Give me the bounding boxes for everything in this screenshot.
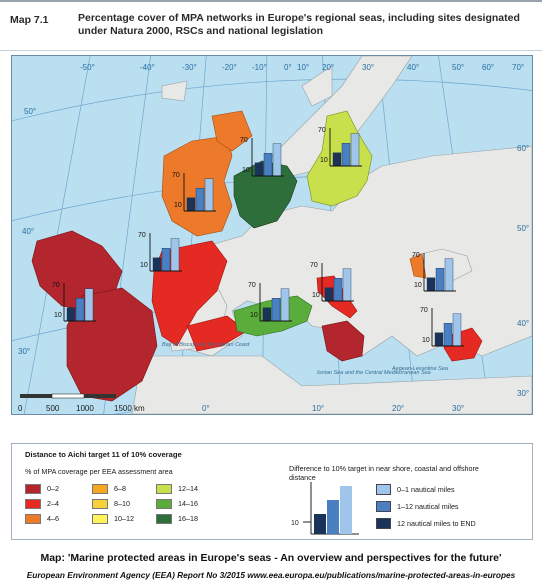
inset-axis-label: 70 bbox=[138, 232, 146, 239]
inset-bar bbox=[342, 143, 350, 166]
lat-label: 30° bbox=[517, 389, 530, 398]
inset-axis-label: 70 bbox=[248, 282, 256, 289]
inset-bar bbox=[427, 278, 435, 291]
inset-axis-label: 10 bbox=[174, 202, 182, 209]
legend-label: 12–14 bbox=[178, 484, 198, 493]
lon-label: -50° bbox=[80, 63, 95, 72]
bottom-lon-label: 30° bbox=[452, 404, 465, 413]
bottom-lon-label: 0° bbox=[202, 404, 210, 413]
caption-main: Map: 'Marine protected areas in Europe's seas - An overview and perspectives for the future' bbox=[40, 552, 502, 564]
inset-axis-label: 70 bbox=[318, 127, 326, 134]
inset-bar bbox=[351, 134, 359, 166]
lon-label: -40° bbox=[140, 63, 155, 72]
inset-bar bbox=[444, 323, 452, 346]
legend-label: 2–4 bbox=[47, 499, 59, 508]
inset-axis-label: 70 bbox=[412, 252, 420, 259]
inset-biscay-iberia bbox=[138, 232, 182, 271]
lon-label: -10° bbox=[252, 63, 267, 72]
inset-axis-label: 10 bbox=[54, 312, 62, 319]
lon-label: -20° bbox=[222, 63, 237, 72]
distance-swatch bbox=[376, 518, 391, 529]
legend-swatch bbox=[156, 499, 172, 509]
legend-swatch bbox=[92, 484, 108, 494]
inset-axis-label: 10 bbox=[414, 282, 422, 289]
distance-axis-label: 10 bbox=[291, 520, 299, 527]
inset-bar bbox=[67, 308, 75, 321]
inset-bar bbox=[196, 188, 204, 211]
legend-swatch bbox=[156, 484, 172, 494]
scale-label: 1000 bbox=[76, 404, 94, 413]
inset-bar bbox=[162, 248, 170, 271]
inset-axis-label: 10 bbox=[242, 167, 250, 174]
legend-label: 4–6 bbox=[47, 514, 59, 523]
sea-label-ionian: Ionian Sea and the Central Mediterranean Sea bbox=[317, 370, 431, 376]
scale-label: 1500 km bbox=[114, 404, 145, 413]
inset-bar bbox=[273, 144, 281, 176]
bottom-lon-label: 20° bbox=[392, 404, 405, 413]
scale-label: 500 bbox=[46, 404, 60, 413]
scale-bar bbox=[18, 394, 145, 413]
lon-label: 50° bbox=[452, 63, 465, 72]
distance-bar-offshore bbox=[314, 514, 326, 534]
distance-label: 0–1 nautical miles bbox=[397, 485, 455, 494]
legend-swatch bbox=[92, 499, 108, 509]
distance-bar-coastal bbox=[327, 500, 339, 534]
map-number: Map 7.1 bbox=[10, 14, 49, 26]
lon-label: -30° bbox=[182, 63, 197, 72]
inset-axis-label: 10 bbox=[320, 157, 328, 164]
lon-label: 30° bbox=[362, 63, 375, 72]
inset-bar bbox=[263, 308, 271, 321]
scale-label: 0 bbox=[18, 404, 23, 413]
lat-label: 50° bbox=[24, 107, 37, 116]
map-canvas bbox=[11, 55, 533, 415]
inset-bar bbox=[85, 289, 93, 321]
inset-bar bbox=[333, 153, 341, 166]
inset-bar bbox=[255, 163, 263, 176]
sea-label-aegean: Aegean-Levantine Sea bbox=[392, 366, 448, 372]
legend-label: 10–12 bbox=[114, 514, 134, 523]
inset-bar bbox=[334, 278, 342, 301]
inset-bar bbox=[264, 153, 272, 176]
distance-legend-title: Difference to 10% target in near shore, coastal and offshore distance bbox=[289, 464, 479, 482]
inset-north-sea bbox=[240, 137, 284, 176]
lon-label: 60° bbox=[482, 63, 495, 72]
distance-swatch bbox=[376, 501, 391, 512]
legend-swatch bbox=[25, 484, 41, 494]
lon-label: 70° bbox=[512, 63, 525, 72]
inset-bar bbox=[445, 259, 453, 291]
inset-bar bbox=[205, 179, 213, 211]
bottom-lon-label: 10° bbox=[312, 404, 325, 413]
region-macaronesia bbox=[32, 231, 157, 401]
inset-bar bbox=[435, 333, 443, 346]
legend-label: 16–18 bbox=[178, 514, 198, 523]
lat-label: 50° bbox=[517, 224, 530, 233]
distance-label: 12 nautical miles to END bbox=[397, 519, 476, 528]
map-svg bbox=[12, 56, 532, 414]
inset-bar bbox=[76, 298, 84, 321]
inset-bar bbox=[272, 298, 280, 321]
inset-bar bbox=[281, 289, 289, 321]
distance-legend-chart bbox=[289, 478, 359, 538]
inset-bar bbox=[153, 258, 161, 271]
lat-label: 40° bbox=[517, 319, 530, 328]
inset-bar bbox=[325, 288, 333, 301]
inset-axis-label: 70 bbox=[172, 172, 180, 179]
sea-label-biscay: Bay of Biscay and the Iberian Coast bbox=[162, 342, 250, 348]
inset-axis-label: 10 bbox=[140, 262, 148, 269]
inset-bar bbox=[453, 314, 461, 346]
lat-label: 40° bbox=[22, 227, 35, 236]
inset-axis-label: 10 bbox=[422, 337, 430, 344]
inset-axis-label: 70 bbox=[240, 137, 248, 144]
region-celtic-seas bbox=[162, 136, 232, 236]
legend-title: Distance to Aichi target 11 of 10% coverage bbox=[25, 450, 182, 459]
legend-swatch bbox=[92, 514, 108, 524]
inset-axis-label: 70 bbox=[420, 307, 428, 314]
lat-label: 60° bbox=[517, 144, 530, 153]
inset-axis-label: 10 bbox=[250, 312, 258, 319]
legend-label: 8–10 bbox=[114, 499, 130, 508]
legend-label: 0–2 bbox=[47, 484, 59, 493]
map-title: Percentage cover of MPA networks in Europe's regional seas, including sites designated under Natura 2000, RSCs and national legislation bbox=[78, 12, 520, 37]
distance-label: 1–12 nautical miles bbox=[397, 502, 459, 511]
distance-swatch bbox=[376, 484, 391, 495]
legend-subtitle: % of MPA coverage per EEA assessment area bbox=[25, 467, 173, 476]
inset-axis-label: 70 bbox=[310, 262, 318, 269]
legend-label: 14–16 bbox=[178, 499, 198, 508]
lat-label: 30° bbox=[18, 347, 31, 356]
legend-label: 6–8 bbox=[114, 484, 126, 493]
legend-swatch bbox=[25, 499, 41, 509]
inset-bar bbox=[171, 239, 179, 271]
distance-bar-nearshore bbox=[340, 486, 352, 534]
inset-bar bbox=[187, 198, 195, 211]
inset-axis-label: 70 bbox=[52, 282, 60, 289]
lon-label: 40° bbox=[407, 63, 420, 72]
map-header bbox=[0, 0, 542, 51]
lon-label: 10° bbox=[297, 63, 310, 72]
inset-axis-label: 10 bbox=[312, 292, 320, 299]
caption-source: European Environment Agency (EEA) Report No 3/2015 www.eea.europa.eu/publications/marine-protected-areas-in-europes bbox=[26, 570, 516, 580]
legend bbox=[11, 443, 533, 540]
lon-label: 20° bbox=[322, 63, 335, 72]
legend-swatch bbox=[156, 514, 172, 524]
lon-label: 0° bbox=[284, 63, 292, 72]
inset-bar bbox=[436, 268, 444, 291]
inset-bar bbox=[343, 269, 351, 301]
legend-swatch bbox=[25, 514, 41, 524]
